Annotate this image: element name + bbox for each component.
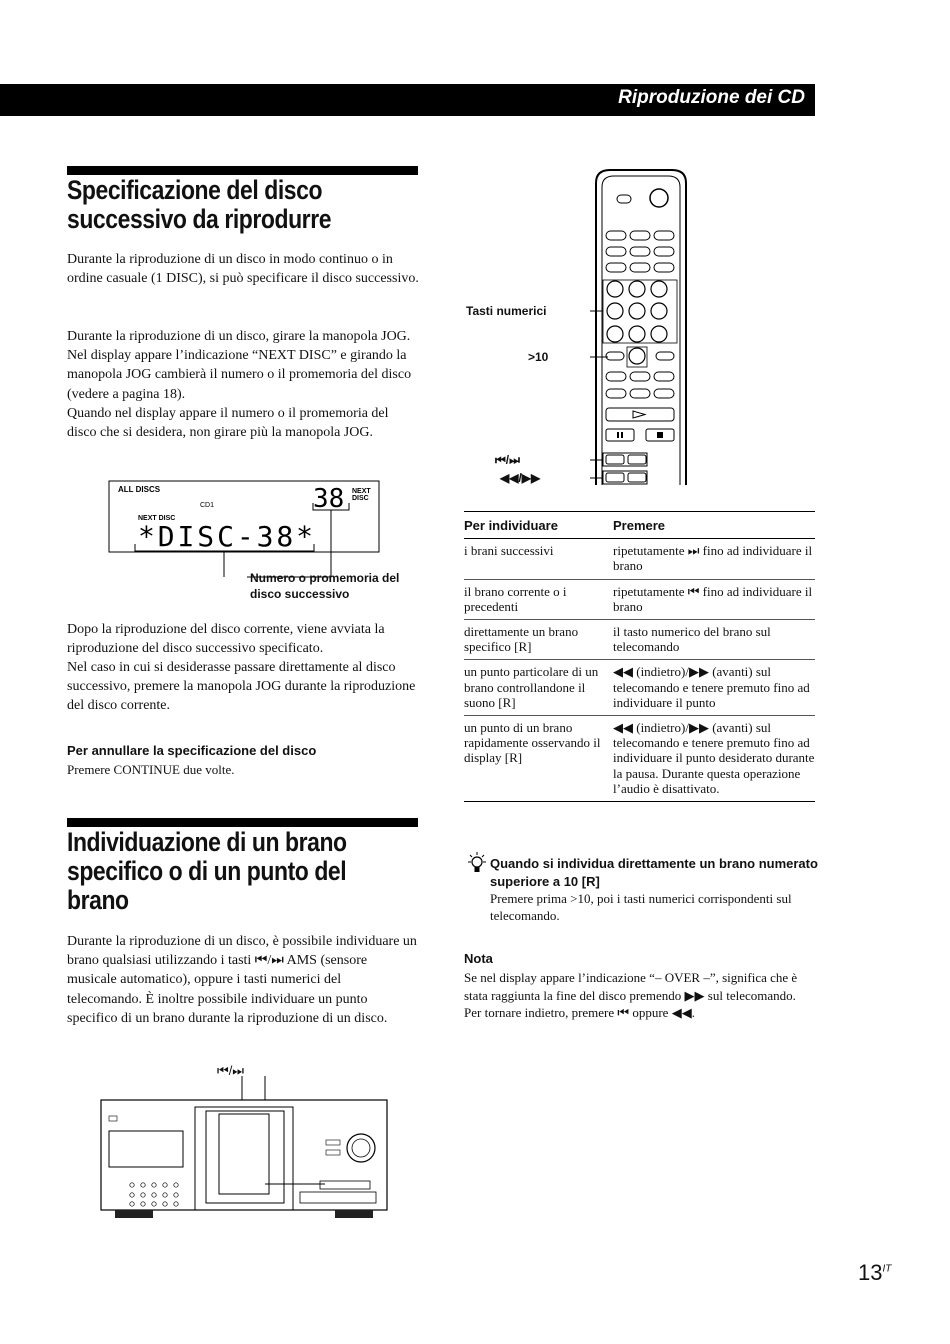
remote-label-10: >10: [528, 350, 549, 364]
display-number: 38: [313, 484, 345, 514]
section1-title: [67, 176, 331, 234]
table-row: [464, 716, 815, 802]
table-cell-press: ◀◀ (indietro)/▶▶ (avanti) sul telecomando e tenere premuto fino ad individuare il punto desiderato durante la pausa. Durante questa operazione l’audio è disattivato.: [613, 716, 815, 802]
table-row: [464, 660, 815, 716]
tip-text: Premere prima >10, poi i tasti numerici corrispondenti sul telecomando.: [490, 891, 792, 923]
remote-label-skip: ⏮/⏭: [495, 453, 520, 467]
table-header-find: Per individuare: [464, 512, 613, 539]
cd-player-illustration: [95, 1074, 395, 1224]
note-text: Se nel display appare l’indicazione “– OVER –”, significa che è stata raggiunta la fine del disco premendo ▶▶ sul telecomando. Per tornare indietro, premere ⏮ oppure ◀◀.: [464, 970, 798, 1020]
player-foot-left: [115, 1210, 153, 1218]
section2-title-line3: brano: [67, 885, 129, 915]
section1-para2: Durante la riproduzione di un disco, girare la manopola JOG. Nel display appare l’indicazione “NEXT DISC” e girando la manopola JOG cambierà il numero o il promemoria del disco (vedere a pagina 18).: [67, 329, 412, 402]
section1-title-line1: Specificazione del disco: [67, 175, 323, 205]
table-cell-press: il tasto numerico del brano sul telecomando: [613, 620, 815, 660]
display-cd1: CD1: [200, 502, 215, 509]
section1-para1: Durante la riproduzione di un disco in modo continuo o in ordine casuale (1 DISC), si può specificare il disco successivo.: [67, 252, 419, 287]
table-row: [464, 579, 815, 619]
display-callout-label: Numero o promemoria del disco successivo: [250, 571, 400, 601]
display-main-text: *DISC-38*: [138, 520, 313, 553]
header-title: Riproduzione dei CD: [618, 87, 805, 108]
table-row: [464, 620, 815, 660]
table-header-row: [464, 512, 815, 539]
table-cell-press: ◀◀ (indietro)/▶▶ (avanti) sul telecomando e tenere premuto fino ad individuare il punto: [613, 660, 815, 716]
page-number: [858, 1260, 891, 1286]
page-number-value: 13: [858, 1260, 883, 1285]
display-disc-label: DISC: [352, 495, 369, 502]
player-skip-label: ⏮/⏭: [217, 1063, 245, 1078]
table-cell-find: il brano corrente o i precedenti: [464, 579, 613, 619]
table-cell-find: i brani successivi: [464, 539, 613, 579]
cancel-text: Premere CONTINUE due volte.: [67, 762, 235, 777]
table-cell-press: ripetutamente ⏭ fino ad individuare il brano: [613, 539, 815, 579]
remote-illustration: [590, 165, 695, 490]
section1-para4: Dopo la riproduzione del disco corrente, viene avviata la riproduzione del disco successivo specificato.: [67, 622, 385, 657]
section2-para1: Durante la riproduzione di un disco, è possibile individuare un brano qualsiasi utilizzando i tasti ⏮/⏭ AMS (sensore musicale automatico), oppure i tasti numerici del telecomando. È inoltre possibile individuare un punto specifico di un brano durante la riproduzione di un disco.: [67, 934, 417, 1026]
table-row: [464, 539, 815, 579]
page-number-suffix: IT: [882, 1263, 892, 1275]
locate-table: [464, 511, 815, 802]
table-cell-press: ripetutamente ⏮ fino ad individuare il brano: [613, 579, 815, 619]
tip-heading: Quando si individua direttamente un brano numerato superiore a 10 [R]: [490, 856, 818, 889]
section2-title: [67, 828, 347, 915]
player-foot-right: [335, 1210, 373, 1218]
table-cell-find: un punto di un brano rapidamente osservando il display [R]: [464, 716, 613, 802]
remote-label-numeric: Tasti numerici: [466, 304, 547, 318]
section2-rule: [67, 818, 418, 827]
section1-title-line2: successivo da riprodurre: [67, 204, 332, 234]
display-next-disc-small: NEXT DISC: [138, 515, 176, 522]
section1-para5: Nel caso in cui si desiderasse passare direttamente al disco successivo, premere la manopola JOG durante la riproduzione del disco corrente.: [67, 660, 416, 714]
display-all-discs: ALL DISCS: [118, 485, 161, 494]
section1-para3: Quando nel display appare il numero o il promemoria del disco che si desidera, non girare più la manopola JOG.: [67, 406, 389, 441]
table-cell-find: direttamente un brano specifico [R]: [464, 620, 613, 660]
cancel-heading: Per annullare la specificazione del disco: [67, 743, 317, 758]
section2-title-line2: specifico o di un punto del: [67, 856, 347, 886]
remote-label-search: ◀◀/▶▶: [500, 471, 541, 485]
table-header-press: Premere: [613, 512, 815, 539]
section2-title-line1: Individuazione di un brano: [67, 827, 347, 857]
section1-rule: [67, 166, 418, 175]
note-heading: Nota: [464, 951, 493, 966]
tip-lightbulb-icon: [466, 851, 488, 875]
table-cell-find: un punto particolare di un brano controllandone il suono [R]: [464, 660, 613, 716]
display-next-label: NEXT: [352, 488, 371, 495]
header-bar: [0, 84, 815, 116]
